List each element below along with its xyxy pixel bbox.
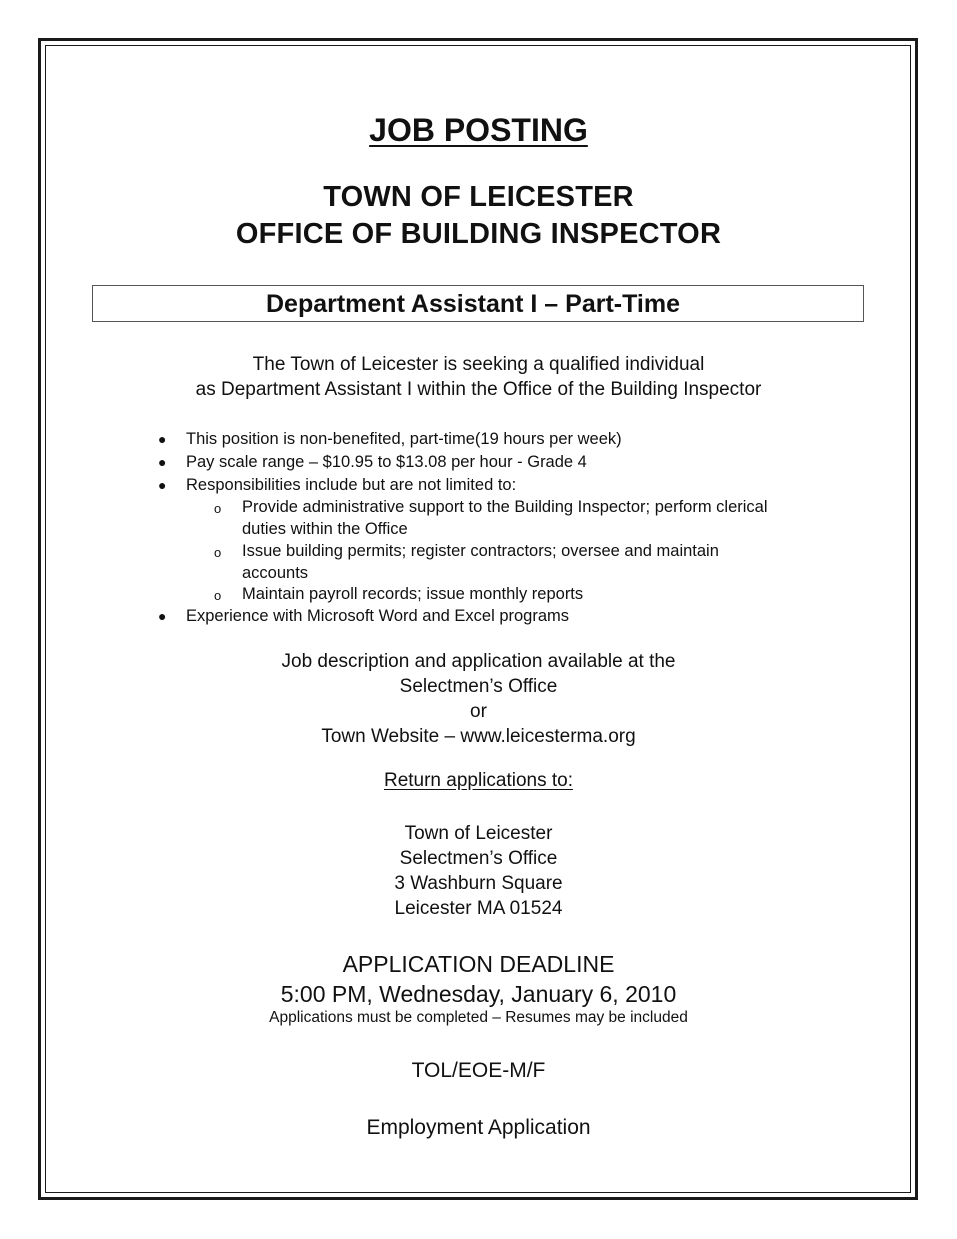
deadline-datetime: 5:00 PM, Wednesday, January 6, 2010 bbox=[280, 981, 677, 1007]
sub-item-1-line-2: duties within the Office bbox=[242, 520, 408, 538]
address-line-1: Town of Leicester bbox=[404, 823, 553, 844]
position-title: Department Assistant I – Part-Time bbox=[265, 290, 680, 318]
availability-line-3: or bbox=[470, 701, 487, 722]
list-item-benefits: This position is non-benefited, part-time(19 hours per week) bbox=[186, 430, 622, 448]
eoe-statement: TOL/EOE-M/F bbox=[411, 1059, 546, 1082]
town-website-line: Town Website – www.leicesterma.org bbox=[321, 726, 636, 747]
intro-line-1: The Town of Leicester is seeking a qualified individual bbox=[252, 354, 705, 375]
bullet-icon: ● bbox=[158, 608, 167, 624]
intro-line-2: as Department Assistant I within the Office of the Building Inspector bbox=[195, 379, 762, 400]
availability-line-2: Selectmen’s Office bbox=[399, 676, 558, 697]
position-title-box bbox=[92, 285, 864, 322]
sub-item-2-line-2: accounts bbox=[242, 564, 309, 582]
bullet-icon: ● bbox=[158, 454, 167, 470]
office-heading: OFFICE OF BUILDING INSPECTOR bbox=[235, 218, 722, 250]
address-line-3: 3 Washburn Square bbox=[394, 873, 563, 894]
deadline-note: Applications must be completed – Resumes may be included bbox=[269, 1009, 688, 1026]
list-item-responsibilities: Responsibilities include but are not limited to: bbox=[186, 476, 517, 494]
employment-application-label: Employment Application bbox=[366, 1116, 591, 1139]
sub-bullet-icon: o bbox=[214, 545, 222, 560]
bullet-icon: ● bbox=[158, 477, 167, 493]
address-line-4: Leicester MA 01524 bbox=[394, 898, 563, 919]
sub-bullet-icon: o bbox=[214, 588, 222, 603]
sub-item-2-line-1: Issue building permits; register contractors; oversee and maintain bbox=[242, 542, 719, 560]
return-applications-label: Return applications to: bbox=[383, 770, 574, 791]
list-item-pay: Pay scale range – $10.95 to $13.08 per hour - Grade 4 bbox=[186, 453, 587, 471]
page-title: JOB POSTING bbox=[369, 112, 588, 148]
availability-line-1: Job description and application available at the bbox=[281, 651, 676, 672]
sub-item-1-line-1: Provide administrative support to the Building Inspector; perform clerical bbox=[242, 498, 768, 516]
town-heading: TOWN OF LEICESTER bbox=[323, 181, 634, 213]
address-line-2: Selectmen’s Office bbox=[399, 848, 558, 869]
sub-item-3: Maintain payroll records; issue monthly reports bbox=[242, 585, 584, 603]
deadline-heading: APPLICATION DEADLINE bbox=[342, 951, 615, 977]
list-item-experience: Experience with Microsoft Word and Excel programs bbox=[186, 607, 570, 625]
bullet-icon: ● bbox=[158, 431, 167, 447]
sub-bullet-icon: o bbox=[214, 501, 222, 516]
